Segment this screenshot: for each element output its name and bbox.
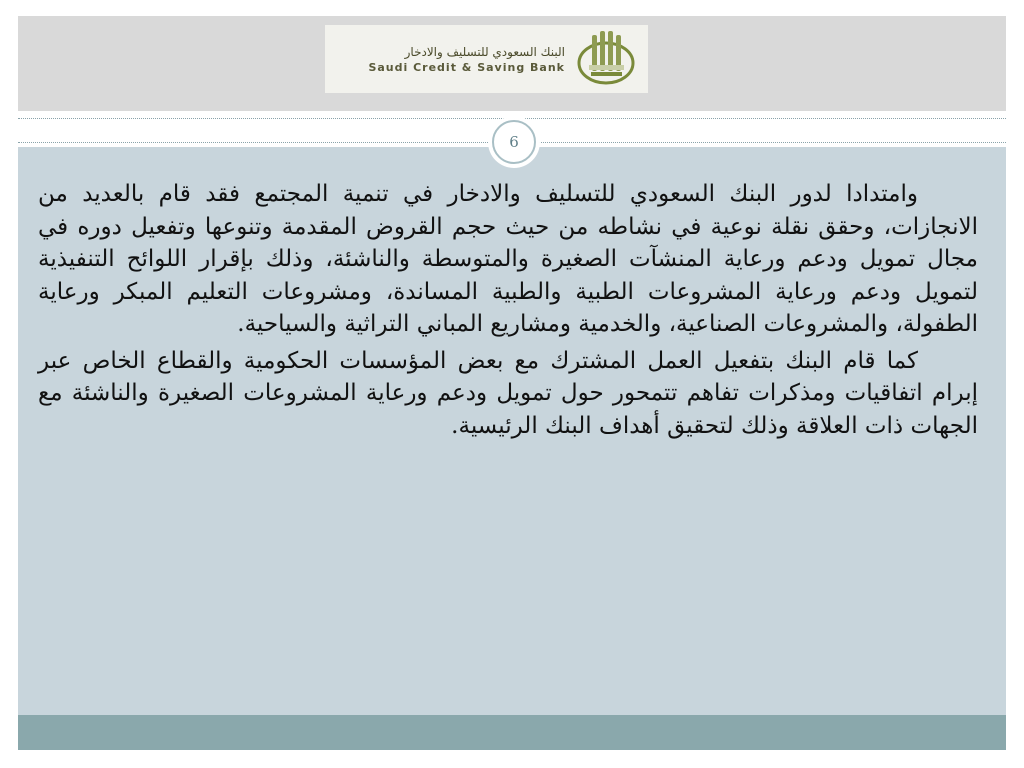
wheat-emblem-icon (575, 27, 637, 91)
slide (18, 16, 1006, 750)
slide-number-badge (492, 120, 536, 164)
paragraph-2: كما قام البنك بتفعيل العمل المشترك مع بعض المؤسسات الحكومية والقطاع الخاص عبر إبرام اتفاقيات ومذكرات تفاهم تتمحور حول تمويل ودعم ورعاية المشروعات الصغيرة والناشئة مع الجهات ذات العلاقة وذلك لتحقيق أهداف البنك الرئيسية. (38, 347, 978, 439)
paragraph-1: وامتدادا لدور البنك السعودي للتسليف والادخار في تنمية المجتمع فقد قام بالعديد من الانجازات، وحقق نقلة نوعية في نشاطه من حيث حجم القروض المقدمة وتنوعها وتفعيل دوره في مجال تمويل ودعم ورعاية المنشآت الصغيرة والمتوسطة والناشئة، وذلك بإقرار اللوائح التنفيذية لتمويل ودعم ورعاية المشروعات الطبية والطبية المساندة، ومشروعات التعليم المبكر ورعاية الطفولة، والمشروعات الصناعية، والخدمية ومشاريع المباني التراثية والسياحية. (38, 181, 979, 337)
bank-logo (325, 25, 648, 93)
slide-header (18, 16, 1006, 111)
dotted-rule-top (18, 118, 1006, 119)
logo-name-ar: البنك السعودي للتسليف والادخار (404, 44, 565, 59)
logo-text (335, 44, 565, 75)
slide-number: 6 (509, 133, 519, 151)
slide-footer-bar (18, 715, 1006, 750)
slide-body (38, 178, 978, 446)
logo-name-en: Saudi Credit & Saving Bank (368, 60, 565, 74)
